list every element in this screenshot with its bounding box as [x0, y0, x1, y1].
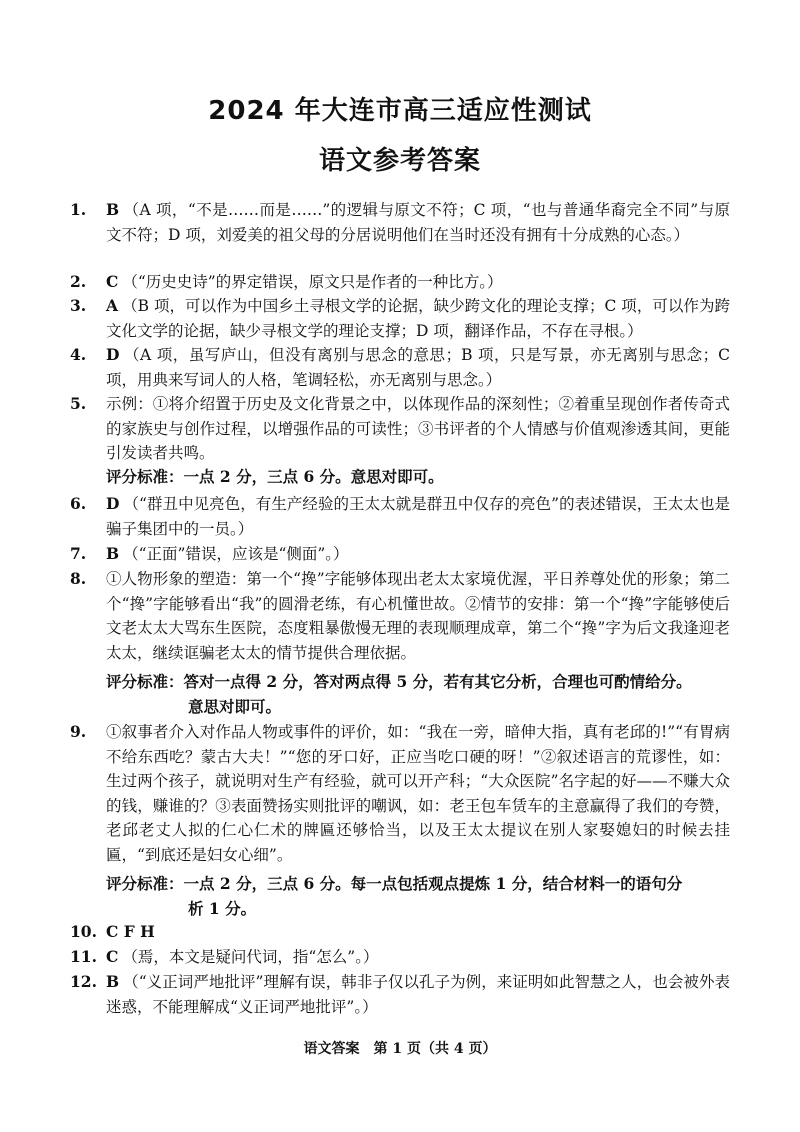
- question-item-9: [70, 720, 730, 867]
- scoring-text-continued: 意思对即可。: [188, 696, 282, 716]
- answer-explanation: ①人物形象的塑造：第一个“搀”字能够体现出老太太家境优渥，平日养尊处优的形象；第二个“搀”字能够看出“我”的圆滑老练，有心机懂世故。②情节的安排：第一个“搀”字能够使后文老太太大骂东生医院，态度粗暴傲慢无理的表现顺理成章，第二个“搀”字为后文我逢迎老太太，继续诓骗老太太的情节提供合理依据。: [106, 570, 730, 662]
- question-number: 9.: [70, 722, 87, 741]
- question-number: 5.: [70, 394, 87, 413]
- answer-explanation: （“正面”错误，应该是“侧面”。）: [123, 545, 349, 563]
- answer-letter: B: [106, 544, 120, 563]
- answer-explanation: （B 项，可以作为中国乡土寻根文学的论据，缺少跨文化的理论支撑；C 项，可以作为跨文化文学的论据，缺少寻根文学的理论支撑；D 项，翻译作品，不存在寻根。）: [106, 297, 730, 340]
- question-item-2: [70, 270, 730, 295]
- scoring-text: 一点 2 分，三点 6 分。意思对即可。: [183, 467, 444, 486]
- question-item-7: [70, 542, 730, 567]
- answer-letter: B: [106, 200, 120, 219]
- answer-letter: A: [106, 296, 119, 315]
- scoring-label: 评分标准：: [106, 467, 184, 486]
- answer-letter: C: [106, 947, 119, 966]
- answer-letter: D: [106, 345, 120, 364]
- scoring-text: 一点 2 分，三点 6 分。每一点包括观点提炼 1 分，结合材料一的语句分: [183, 874, 683, 893]
- question-number: 11.: [70, 947, 97, 966]
- answer-explanation: （焉，本文是疑问代词，指“怎么”。）: [122, 948, 379, 966]
- scoring-text: 答对一点得 2 分，答对两点得 5 分，若有其它分析，合理也可酌情给分。: [183, 672, 692, 691]
- scoring-standard-q5: [106, 465, 730, 490]
- scoring-text-continued: 析 1 分。: [188, 898, 257, 918]
- question-number: 2.: [70, 272, 87, 291]
- scoring-label: 评分标准：: [106, 672, 184, 691]
- page-footer: 语文答案 第 1 页（共 4 页）: [303, 1041, 497, 1057]
- question-number: 12.: [70, 972, 97, 991]
- answer-explanation: （“义正词严地批评”理解有误，韩非子仅以孔子为例，来证明如此智慧之人，也会被外表迷惑，不能理解成“义正词严地批评”。）: [106, 973, 730, 1016]
- question-number: 7.: [70, 544, 87, 563]
- question-item-3: [70, 294, 730, 343]
- question-item-5: [70, 392, 730, 466]
- question-number: 8.: [70, 569, 87, 588]
- question-item-10: [70, 920, 730, 945]
- question-number: 6.: [70, 494, 87, 513]
- exam-title: 2024 年大连市高三适应性测试: [208, 96, 592, 126]
- question-item-6: [70, 492, 730, 541]
- answer-explanation: （A 项，虽写庐山，但没有离别与思念的意思；B 项，只是写景，亦无离别与思念；C 项，用典来写词人的人格，笔调轻松，亦无离别与思念。）: [106, 346, 730, 389]
- question-number: 3.: [70, 296, 87, 315]
- question-item-1: [70, 198, 730, 247]
- question-item-11: [70, 945, 730, 970]
- answer-letter: C: [106, 272, 119, 291]
- answer-letter: B: [106, 972, 120, 991]
- question-number: 10.: [70, 922, 97, 941]
- answer-explanation: ①叙事者介入对作品人物或事件的评价，如：“我在一旁，暗伸大指，真有老邱的!”“有胃病不给东西吃？蒙古大夫！”“您的牙口好，正应当吃口硬的呀！”②叙述语言的荒谬性，如：生过两个孩子，就说明对生产有经验，就可以开产科；“大众医院”名字起的好——不赚大众的钱，赚谁的？③表面赞扬实则批评的嘲讽，如：老王包车赁车的主意赢得了我们的夸赞，老邱老丈人拟的仁心仁术的牌匾还够恰当，以及王太太提议在别人家娶媳妇的时候去挂匾，“到底还是妇女心细”。: [106, 723, 730, 864]
- answer-explanation: （“群丑中见亮色，有生产经验的王太太就是群丑中仅存的亮色”的表述错误，王太太也是骗子集团中的一员。）: [106, 495, 730, 538]
- question-item-4: [70, 343, 730, 392]
- answer-explanation: （A 项，“不是……而是……”的逻辑与原文不符；C 项，“也与普通华裔完全不同”与原文不符；D 项，刘爱美的祖父母的分居说明他们在当时还没有拥有十分成熟的心态。）: [106, 201, 730, 244]
- scoring-standard-q8: [106, 670, 730, 719]
- answer-explanation: （“历史史诗”的界定错误，原文只是作者的一种比方。）: [122, 273, 503, 291]
- answer-explanation: 示例：①将介绍置于历史及文化背景之中，以体现作品的深刻性；②着重呈现创作者传奇式的家族史与创作过程，以增强作品的可读性；③书评者的个人情感与价值观渗透其间，更能引发读者共鸣。: [106, 395, 730, 462]
- question-item-8: [70, 567, 730, 665]
- answer-letter: C F H: [106, 922, 155, 941]
- question-number: 1.: [70, 200, 87, 219]
- question-number: 4.: [70, 345, 87, 364]
- exam-subtitle: 语文参考答案: [318, 146, 481, 176]
- scoring-standard-q9: [106, 872, 730, 921]
- scoring-label: 评分标准：: [106, 874, 184, 893]
- answer-letter: D: [106, 494, 120, 513]
- question-item-12: [70, 970, 730, 1019]
